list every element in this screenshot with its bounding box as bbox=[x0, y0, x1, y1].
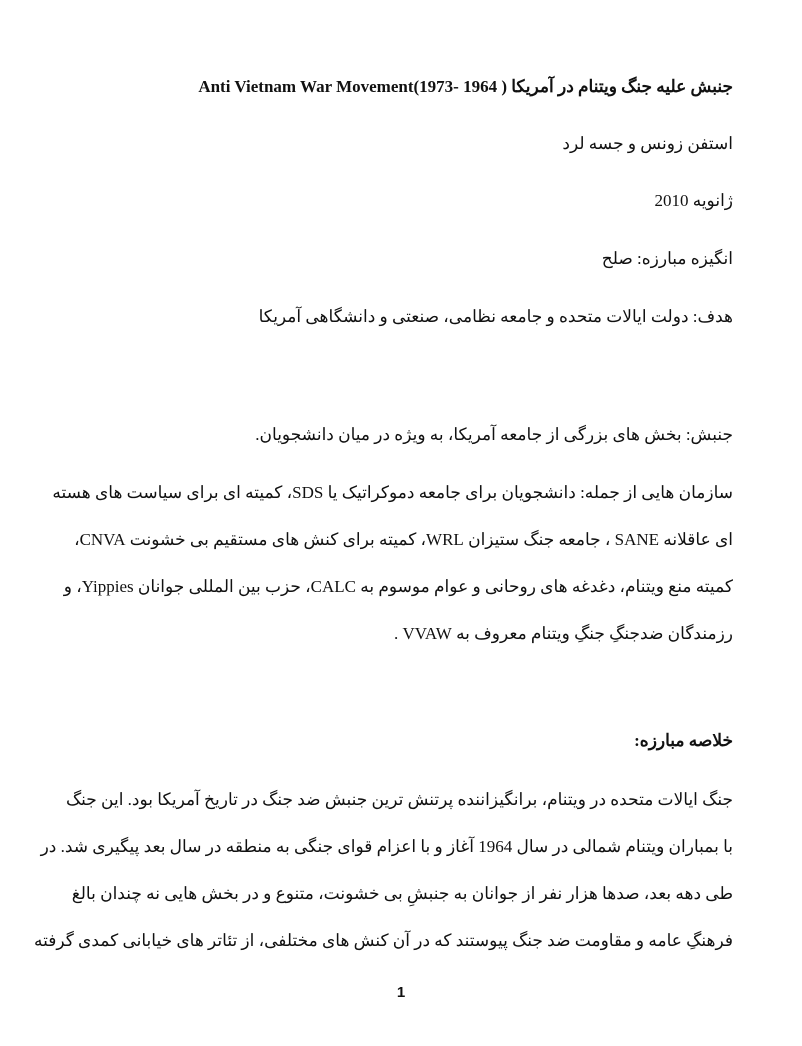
authors-line: استفن زونس و جسه لرد bbox=[562, 134, 733, 153]
paragraph-line: با بمباران ویتنام شمالی در سال 1964 آغاز و با اعزام قوای جنگی به منطقه در سال بعد پیگیری شد. در bbox=[40, 837, 733, 856]
paragraph-line: سازمان هایی از جمله: دانشجویان برای جامعه دموکراتیک یا SDS، کمیته ای برای سیاست های هسته bbox=[52, 483, 733, 502]
document-title: جنبش علیه جنگ ویتنام در آمریکا ( 1964 -1973)Anti Vietnam War Movement bbox=[198, 77, 733, 96]
paragraph-line: جنگ ایالات متحده در ویتنام، برانگیزاننده پرتنش ترین جنبش ضد جنگ در تاریخ آمریکا بود. این جنگ bbox=[65, 790, 733, 809]
paragraph-line: کمیته منع ویتنام، دغدغه های روحانی و عوام موسوم به CALC، حزب بین المللی جوانان Yippies، و bbox=[63, 577, 733, 596]
movement-line: جنبش: بخش های بزرگی از جامعه آمریکا، به ویژه در میان دانشجویان. bbox=[255, 425, 733, 444]
paragraph-line: رزمندگان ضدجنگِ جنگِ ویتنام معروف به VVAW . bbox=[393, 624, 733, 643]
paragraph-line: فرهنگِ عامه و مقاومت ضد جنگ پیوستند که در آن کنش های مختلفی، از تئاتر های خیابانی کمدی گرفته bbox=[33, 931, 733, 950]
target-line: هدف: دولت ایالات متحده و جامعه نظامی، صنعتی و دانشگاهی آمریکا bbox=[258, 307, 733, 326]
paragraph-line: طی دهه بعد، صدها هزار نفر از جوانان به جنبشِ بی خشونت، متنوع و در بخش هایی نه چندان بالغ bbox=[71, 884, 733, 903]
page-number: 1 bbox=[396, 984, 406, 1001]
summary-heading: خلاصه مبارزه: bbox=[634, 731, 733, 750]
motive-line: انگیزه مبارزه: صلح bbox=[601, 249, 733, 268]
summary-paragraph bbox=[33, 776, 733, 964]
date-line: ژانویه 2010 bbox=[654, 191, 733, 210]
organizations-paragraph bbox=[52, 469, 733, 657]
paragraph-line: ای عاقلانه SANE ، جامعه جنگ ستیزان WRL، کمیته برای کنش های مستقیم بی خشونت CNVA، bbox=[74, 530, 733, 549]
